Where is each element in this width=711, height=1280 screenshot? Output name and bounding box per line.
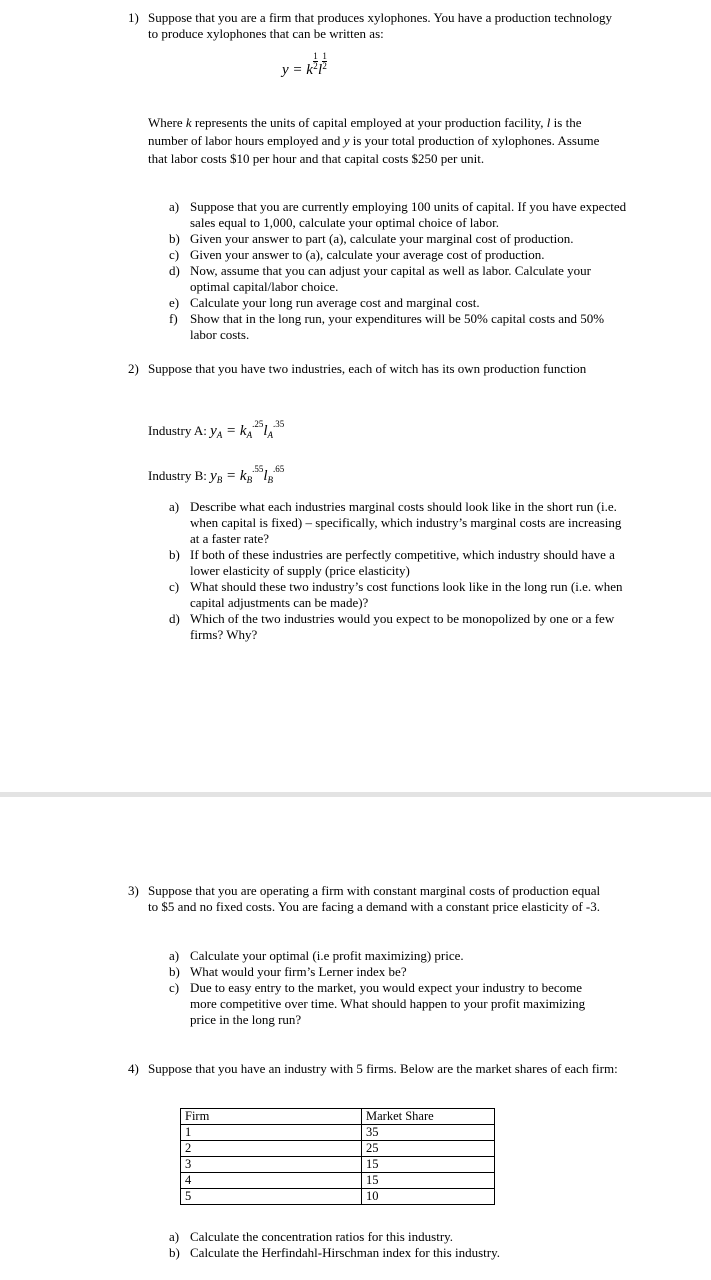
question-intro: Suppose that you are operating a firm with constant marginal costs of production equal to $5 and no fixed costs. You are facing a demand with a constant price elasticity of -3. [148,883,601,914]
q2-subquestions [169,499,629,643]
q1-subquestions [169,199,629,343]
equation-var-l: l [317,62,323,78]
industry-a-equation: Industry A: $y_A = k_A^{.25}l_A^{.35}$ [148,419,285,440]
q3-subquestions [169,948,629,1028]
list-item: c) What should these two industry’s cost functions look like in the long run (i.e. when capital adjustments can be made)? [169,579,623,610]
table-cell: 15 [362,1173,495,1189]
list-item: a) Calculate the concentration ratios for this industry. [169,1229,454,1244]
list-item: c) Given your answer to (a), calculate your average cost of production. [169,247,545,262]
market-share-table [180,1108,495,1205]
question-number: 3) [128,883,139,898]
question-intro: Suppose that you are a firm that produces xylophones. You have a production technology to produce xylophones that can be written as: [148,10,612,41]
list-item: a) Describe what each industries marginal costs should look like in the short run (i.e. when capital is fixed) – specifically, which industry’s marginal costs are increasing at a faster rate? [169,499,622,546]
table-header-row [181,1109,495,1125]
exponent-fraction-k: $\frac{1}{2}$ [313,51,318,71]
table-cell: 3 [181,1157,362,1173]
table-cell: 5 [181,1189,362,1205]
table-cell: 25 [362,1141,495,1157]
list-item: b) If both of these industries are perfectly competitive, which industry should have a lower elasticity of supply (price elasticity) [169,547,615,578]
table-row [181,1125,495,1141]
list-item: b) Given your answer to part (a), calculate your marginal cost of production. [169,231,574,246]
q4-subquestions [169,1229,629,1261]
column-header-firm: Firm [181,1109,362,1125]
production-equation [282,51,327,81]
table-cell: 2 [181,1141,362,1157]
list-item: b) Calculate the Herfindahl-Hirschman index for this industry. [169,1245,500,1260]
list-item: b) What would your firm’s Lerner index be? [169,964,407,979]
page-2 [0,797,711,1280]
list-item: f) Show that in the long run, your expenditures will be 50% capital costs and 50% labor costs. [169,311,605,342]
exponent-fraction-l: $\frac{1}{2}$ [322,51,327,71]
question-number: 1) [128,10,139,25]
question-number: 2) [128,361,139,376]
list-item: a) Calculate your optimal (i.e profit maximizing) price. [169,948,464,963]
list-item: e) Calculate your long run average cost and marginal cost. [169,295,480,310]
question-intro: Suppose that you have two industries, each of witch has its own production function [148,361,587,376]
table-cell: 4 [181,1173,362,1189]
table-cell: 10 [362,1189,495,1205]
industry-b-equation: Industry B: $y_B = k_B^{.55}l_B^{.65}$ [148,464,285,485]
list-item: a) Suppose that you are currently employing 100 units of capital. If you have expected sales equal to 1,000, calculate your optimal choice of labor. [169,199,627,230]
question-intro: Suppose that you have an industry with 5 firms. Below are the market shares of each firm: [148,1061,618,1076]
table-cell: 35 [362,1125,495,1141]
list-item: d) Which of the two industries would you expect to be monopolized by one or a few firms? Why? [169,611,615,642]
list-item: d) Now, assume that you can adjust your capital as well as labor. Calculate your optimal capital/labor choice. [169,263,591,294]
table-cell: 1 [181,1125,362,1141]
column-header-market-share: Market Share [362,1109,495,1125]
table-row [181,1141,495,1157]
table-row [181,1157,495,1173]
list-item: c) Due to easy entry to the market, you would expect your industry to become more competitive over time. What should happen to your profit maximizing price in the long run? [169,980,586,1027]
table-row [181,1189,495,1205]
where-paragraph: Where k represents the units of capital employed at your production facility, l is the number of labor hours employed and y is your total production of xylophones. Assume that labor costs $10 per hour and that capital costs $250 per unit. [148,115,600,166]
table-cell: 15 [362,1157,495,1173]
table-row [181,1173,495,1189]
question-number: 4) [128,1061,139,1076]
equation-lhs: y = k [282,62,313,78]
